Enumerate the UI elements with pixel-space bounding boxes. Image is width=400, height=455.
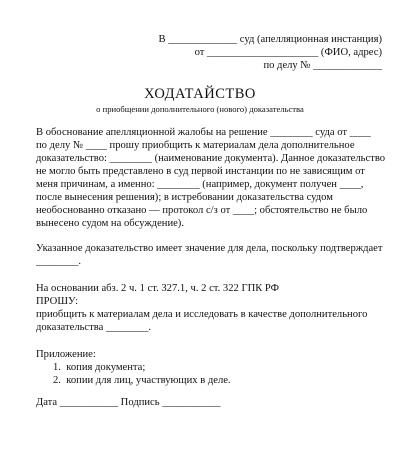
attachment-item: 1. копия документа; [53,362,146,373]
paragraph1-line: после вынесения решения); в истребовании доказательства судом [36,192,333,203]
paragraph2-line: Указанное доказательство имеет значение для дела, поскольку подтверждает [36,243,383,254]
attachment-item: 2. копии для лиц, участвующих в деле. [53,375,231,386]
paragraph1-line: необоснованно отказано — протокол с/з от ____; обстоятельство не было [36,205,368,216]
legal-basis: На основании абз. 2 ч. 1 ст. 327.1, ч. 2 ст. 322 ГПК РФ [36,283,280,294]
applicant-line: от _____________________ (ФИО, адрес) [194,47,382,58]
case-number-line: по делу № _____________ [263,60,382,71]
request-heading: ПРОШУ: [36,296,79,307]
paragraph1-line: В обоснование апелляционной жалобы на решение ________ суда от ____ [36,127,371,138]
request-line: доказательства ________. [36,322,152,333]
document-subtitle: о приобщении дополнительного (нового) доказательства [96,104,304,114]
request-line: приобщить к материалам дела и исследовать в качестве дополнительного [36,309,368,320]
paragraph1-line: по делу № ____ прошу приобщить к материалам дела дополнительное [36,140,355,151]
attachments-heading: Приложение: [36,349,96,360]
paragraph1-line: не могло быть представлено в суд первой инстанции по не зависящим от [36,166,365,177]
paragraph1-line: доказательство: ________ (наименование документа). Данное доказательство [36,153,386,164]
court-line: В _____________ суд (апелляционная инстанция) [158,34,382,45]
signature-line: Дата ___________ Подпись ___________ [36,397,221,408]
paragraph1-line: меня причинам, а именно: ________ (например, документ получен ____, [36,179,364,190]
paragraph1-line: вынесено судом на обсуждение). [36,218,184,229]
document-title: ХОДАТАЙСТВО [144,86,256,102]
paragraph2-line: ________. [36,256,82,267]
